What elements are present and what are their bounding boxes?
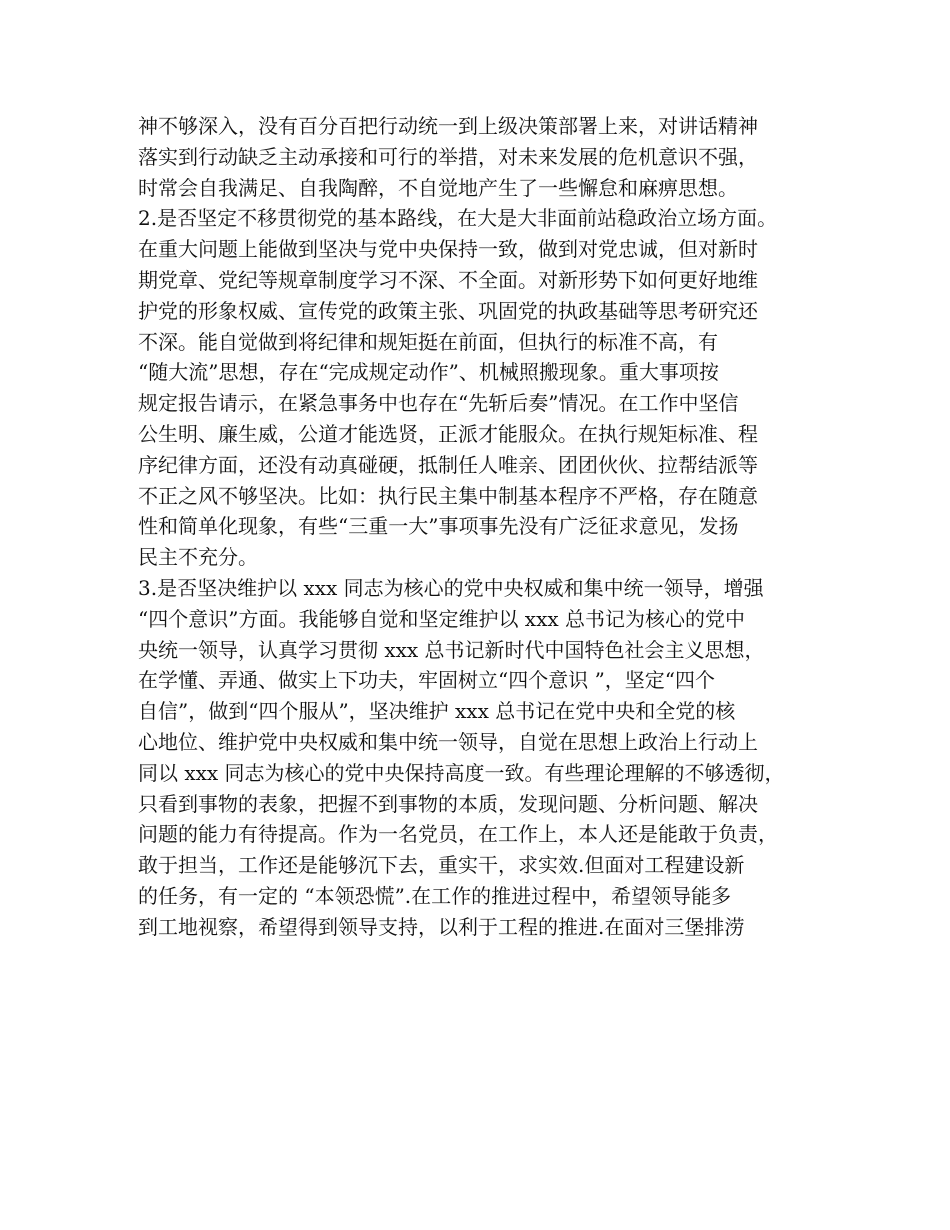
text-line: 自信”，做到“四个服从”，坚决维护 xxx 总书记在党中央和全党的核 — [138, 699, 736, 724]
text-line: 不深。能自觉做到将纪律和规矩挺在前面，但执行的标准不高，有 — [138, 329, 718, 354]
text-line: 2.是否坚定不移贯彻党的基本路线，在大是大非面前站稳政治立场方面。 — [138, 206, 778, 231]
text-line: 到工地视察，希望得到领导支持，以利于工程的推进.在面对三堡排涝 — [138, 914, 745, 939]
document-body — [138, 111, 828, 943]
text-line: 护党的形象权威、宣传党的政策主张、巩固党的执政基础等思考研究还 — [138, 298, 758, 323]
text-line: 规定报告请示，在紧急事务中也存在“先斩后奏”情况。在工作中坚信 — [138, 391, 739, 416]
text-line: 性和简单化现象，有些“三重一大”事项事先没有广泛征求意见，发扬 — [138, 514, 739, 539]
text-line: 央统一领导，认真学习贯彻 xxx 总书记新时代中国特色社会主义思想， — [138, 637, 765, 662]
text-line: 3.是否坚决维护以 xxx 同志为核心的党中央权威和集中统一领导，增强 — [138, 575, 764, 600]
text-line: 民主不充分。 — [138, 545, 258, 570]
text-line: 神不够深入，没有百分百把行动统一到上级决策部署上来，对讲话精神 — [138, 114, 758, 138]
text-line: 心地位、维护党中央权威和集中统一领导，自觉在思想上政治上行动上 — [138, 729, 758, 754]
text-line: 在学懂、弄通、做实上下功夫，牢固树立“四个意识 ”，坚定“四个 — [138, 668, 716, 693]
text-line: “四个意识”方面。我能够自觉和坚定维护以 xxx 总书记为核心的党中 — [138, 606, 746, 631]
text-line: 敢于担当，工作还是能够沉下去，重实干，求实效.但面对工程建设新 — [138, 853, 745, 878]
text-line: 不正之风不够坚决。比如：执行民主集中制基本程序不严格，存在随意 — [138, 483, 758, 508]
text-line: 问题的能力有待提高。作为一名党员，在工作上，本人还是能敢于负责， — [138, 822, 778, 847]
text-line: 期党章、党纪等规章制度学习不深、不全面。对新形势下如何更好地维 — [138, 267, 758, 292]
text-line: 只看到事物的表象，把握不到事物的本质，发现问题、分析问题、解决 — [138, 791, 758, 816]
text-line: 时常会自我满足、自我陶醉，不自觉地产生了一些懈怠和麻痹思想。 — [138, 175, 738, 200]
text-line: “随大流”思想，存在“完成规定动作”、机械照搬现象。重大事项按 — [138, 360, 719, 385]
text-line: 公生明、廉生威，公道才能选贤，正派才能服众。在执行规矩标准、程 — [138, 421, 758, 446]
text-line: 落实到行动缺乏主动承接和可行的举措，对未来发展的危机意识不强， — [138, 144, 758, 169]
text-line: 同以 xxx 同志为核心的党中央保持高度一致。有些理论理解的不够透彻， — [138, 760, 785, 785]
text-line: 的任务，有一定的 “本领恐慌”.在工作的推进过程中，希望领导能多 — [138, 883, 732, 908]
text-line: 在重大问题上能做到坚决与党中央保持一致，做到对党忠诚，但对新时 — [138, 237, 758, 262]
text-line: 序纪律方面，还没有动真碰硬，抵制任人唯亲、团团伙伙、拉帮结派等 — [138, 452, 758, 477]
